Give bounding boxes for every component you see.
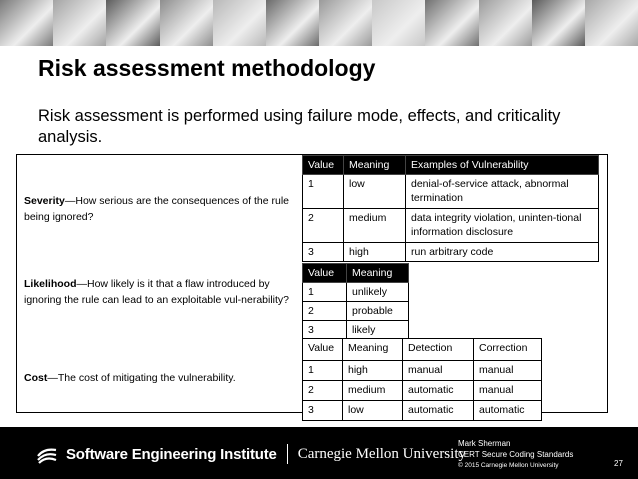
header-cell: Value bbox=[303, 339, 343, 361]
table-cell: low bbox=[344, 175, 406, 209]
severity-table bbox=[302, 155, 599, 262]
header-cell: Meaning bbox=[344, 156, 406, 175]
header-cell: Meaning bbox=[343, 339, 403, 361]
sei-cmu-logo bbox=[36, 444, 466, 464]
table-cell: 1 bbox=[303, 361, 343, 381]
table-row bbox=[303, 243, 599, 262]
table-cell: 2 bbox=[303, 209, 344, 243]
table-cell: manual bbox=[403, 361, 474, 381]
table-cell: 1 bbox=[303, 283, 347, 302]
table-cell: unlikely bbox=[347, 283, 409, 302]
banner-tile bbox=[425, 0, 478, 46]
footer-bar bbox=[0, 427, 638, 479]
header-photo-banner bbox=[0, 0, 638, 46]
banner-tile bbox=[479, 0, 532, 46]
cost-term: Cost bbox=[24, 372, 48, 384]
banner-tile bbox=[53, 0, 106, 46]
cost-description: —The cost of mitigating the vulnerability. bbox=[47, 372, 236, 384]
likelihood-table bbox=[302, 263, 409, 340]
cmu-name: Carnegie Mellon University bbox=[297, 445, 466, 462]
banner-tile bbox=[585, 0, 638, 46]
banner-tile bbox=[0, 0, 53, 46]
table-cell: probable bbox=[347, 302, 409, 321]
slide-title: Risk assessment methodology bbox=[38, 55, 376, 81]
table-row bbox=[303, 175, 599, 209]
table-row bbox=[303, 381, 542, 401]
table-row bbox=[303, 361, 542, 381]
page-number: 27 bbox=[614, 459, 623, 468]
table-cell: medium bbox=[343, 381, 403, 401]
table-cell: denial-of-service attack, abnormal termination bbox=[406, 175, 599, 209]
table-cell: manual bbox=[474, 361, 542, 381]
table-cell: high bbox=[344, 243, 406, 262]
table-cell: 3 bbox=[303, 243, 344, 262]
severity-term: Severity bbox=[24, 195, 65, 207]
table-cell: 2 bbox=[303, 302, 347, 321]
header-cell: Detection bbox=[403, 339, 474, 361]
banner-tile bbox=[266, 0, 319, 46]
severity-description: —How serious are the consequences of the rule being ignored? bbox=[24, 195, 289, 223]
severity-label bbox=[24, 193, 292, 225]
table-row bbox=[303, 321, 409, 340]
banner-tile bbox=[372, 0, 425, 46]
likelihood-term: Likelihood bbox=[24, 278, 77, 290]
likelihood-label bbox=[24, 276, 292, 308]
cost-table bbox=[302, 338, 542, 421]
cost-label bbox=[24, 370, 292, 386]
table-cell: run arbitrary code bbox=[406, 243, 599, 262]
sei-name: Software Engineering Institute bbox=[66, 445, 277, 463]
logo-divider bbox=[287, 444, 288, 464]
banner-tile bbox=[213, 0, 266, 46]
cost-table-header bbox=[303, 339, 542, 361]
table-row bbox=[303, 302, 409, 321]
banner-tile bbox=[106, 0, 159, 46]
likelihood-table-header bbox=[303, 264, 409, 283]
table-cell: 3 bbox=[303, 321, 347, 340]
table-cell: medium bbox=[344, 209, 406, 243]
header-cell: Examples of Vulnerability bbox=[406, 156, 599, 175]
header-cell: Meaning bbox=[347, 264, 409, 283]
table-row bbox=[303, 209, 599, 243]
table-cell: automatic bbox=[403, 401, 474, 421]
table-cell: 3 bbox=[303, 401, 343, 421]
sei-logo-icon bbox=[36, 444, 58, 464]
footer-info bbox=[458, 438, 573, 471]
banner-tile bbox=[532, 0, 585, 46]
table-cell: data integrity violation, uninten-tional information disclosure bbox=[406, 209, 599, 243]
table-cell: automatic bbox=[403, 381, 474, 401]
header-cell: Value bbox=[303, 264, 347, 283]
slide-subtitle: Risk assessment is performed using failure mode, effects, and criticality analysis. bbox=[38, 107, 561, 146]
likelihood-description: —How likely is it that a flaw introduced by ignoring the rule can lead to an exploitable vul-nerability? bbox=[24, 278, 290, 306]
table-cell: 1 bbox=[303, 175, 344, 209]
banner-tile bbox=[160, 0, 213, 46]
banner-tile bbox=[319, 0, 372, 46]
table-cell: likely bbox=[347, 321, 409, 340]
course-name: CERT Secure Coding Standards bbox=[458, 450, 574, 459]
table-row bbox=[303, 401, 542, 421]
copyright: © 2015 Carnegie Mellon University bbox=[458, 462, 559, 469]
table-cell: low bbox=[343, 401, 403, 421]
severity-table-header bbox=[303, 156, 599, 175]
table-cell: manual bbox=[474, 381, 542, 401]
table-cell: 2 bbox=[303, 381, 343, 401]
table-row bbox=[303, 283, 409, 302]
header-cell: Correction bbox=[474, 339, 542, 361]
header-cell: Value bbox=[303, 156, 344, 175]
table-cell: high bbox=[343, 361, 403, 381]
table-cell: automatic bbox=[474, 401, 542, 421]
author-name: Mark Sherman bbox=[458, 439, 511, 448]
